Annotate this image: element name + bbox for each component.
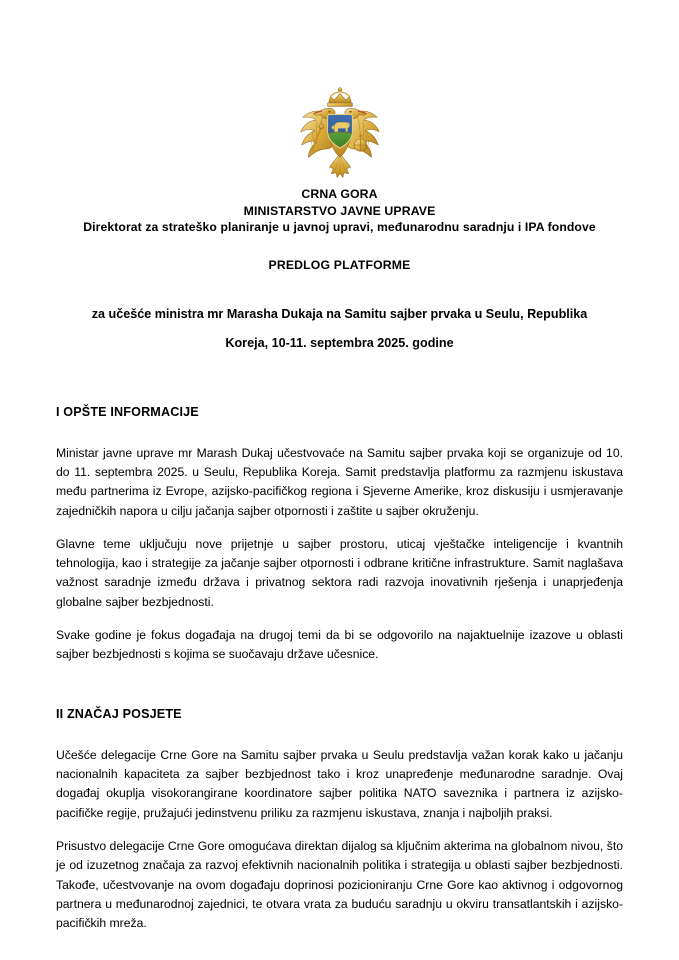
paragraph: Svake godine je fokus događaja na drugoj temi da bi se odgovorilo na najaktuelnije izazove u oblasti sajber bezbjednosti s kojima se suočavaju države učesnice. [56,627,623,662]
section-general-information [56,404,623,665]
section-heading: II ZNAČAJ POSJETE [56,706,182,721]
ministry-name: MINISTARSTVO JAVNE UPRAVE [243,203,436,218]
title-line-1: za učešće ministra mr Marasha Dukaja na Samitu sajber prvaka u Seulu, Republika [91,306,588,321]
montenegro-coat-of-arms-icon [292,82,388,180]
paragraph: Ministar javne uprave mr Marash Dukaj učestvovaće na Samitu sajber prvaka koji se organizuje od 10. do 11. septembra 2025. u Seulu, Republika Koreja. Samit predstavlja platformu za razmjenu iskustava među partnerima iz Evrope, azijsko-pacifičkog regiona i Sjeverne Amerike, kroz diskusiju i usmjeravanje zajedničkih napora u cilju jačanja sajber otpornosti i zaštite u sajber okruženju. [56,445,623,518]
section-heading: I OPŠTE INFORMACIJE [56,404,199,419]
title-line-2: Koreja, 10-11. septembra 2025. godine [225,335,454,350]
document-kind: PREDLOG PLATFORME [268,257,411,272]
paragraph: Glavne teme uključuju nove prijetnje u sajber prostoru, uticaj vještačke inteligencije i kvantnih tehnologija, kao i strategije za jačanje sajber otpornosti i odbrane kritične infrastrukture. Samit naglašava važnost saradnje između država i privatnog sektora radi razvoja inovativnih rješenja i unaprjeđenja globalne sajber bezbjednosti. [56,536,623,609]
directorate-name: Direktorat za strateško planiranje u javnoj upravi, međunarodnu saradnju i IPA fondove [83,220,596,234]
country-name: CRNA GORA [301,187,378,201]
section-visit-significance [56,706,623,934]
paragraph: Učešće delegacije Crne Gore na Samitu sajber prvaka u Seulu predstavlja važan korak kako u jačanju nacionalnih kapaciteta za sajber bezbjednost tako i kroz unapređenje međunarodne saradnje. Ovaj događaj okuplja visokorangirane koordinatore sajber politika NATO saveznika i partnera iz azijsko-pacifičke regije, pružajući jedinstvenu priliku za razmjenu iskustava, znanja i najboljih praksi. [56,747,623,820]
paragraph: Prisustvo delegacije Crne Gore omogućava direktan dijalog sa ključnim akterima na globalnom nivou, što je od izuzetnog značaja za razvoj efektivnih nacionalnih politika i strategija u oblasti sajber bezbjednosti. Takođe, učestvovanje na ovom događaju doprinosi pozicioniranju Crne Gore kao aktivnog i odgovornog partnera u međunarodnoj zajednici, te otvara vrata za buduću saradnju u okviru transatlantskih i azijsko-pacifičkih mreža. [56,838,623,931]
page-title [56,300,623,358]
emblem-container [56,0,623,180]
header-block [56,186,623,236]
